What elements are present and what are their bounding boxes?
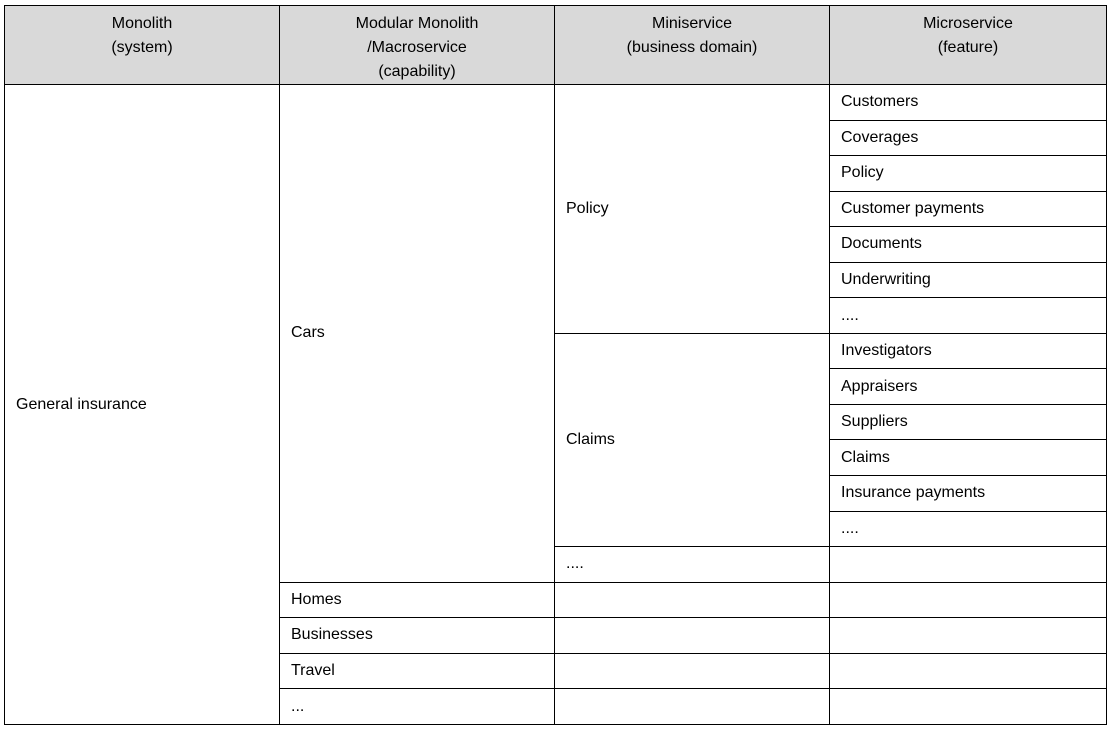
header-macroservice-line3: (capability) xyxy=(378,63,456,80)
feature-cell: .... xyxy=(830,298,1107,334)
capability-cell: Homes xyxy=(280,582,555,618)
feature-cell: Appraisers xyxy=(830,369,1107,405)
domain-cell xyxy=(555,618,830,654)
service-granularity-table xyxy=(4,5,1107,725)
feature-cell xyxy=(830,653,1107,689)
feature-cell: Suppliers xyxy=(830,404,1107,440)
domain-cell: Policy xyxy=(555,85,830,334)
header-microservice-line1: Microservice xyxy=(923,15,1013,32)
feature-cell xyxy=(830,582,1107,618)
header-monolith-line1: Monolith xyxy=(111,15,173,32)
feature-cell xyxy=(830,618,1107,654)
feature-cell: Policy xyxy=(830,156,1107,192)
feature-cell: Investigators xyxy=(830,333,1107,369)
domain-cell: .... xyxy=(555,547,830,583)
header-miniservice-line2: (business domain) xyxy=(626,39,758,56)
feature-cell: .... xyxy=(830,511,1107,547)
table-row xyxy=(5,85,1107,121)
domain-cell xyxy=(555,689,830,725)
feature-cell xyxy=(830,547,1107,583)
header-monolith-line2: (system) xyxy=(111,39,173,56)
header-row xyxy=(5,6,1107,85)
capability-cell: Cars xyxy=(280,85,555,583)
header-macroservice-line2: /Macroservice xyxy=(367,39,467,56)
header-miniservice xyxy=(555,6,830,85)
capability-cell: ... xyxy=(280,689,555,725)
header-macroservice xyxy=(280,6,555,85)
monolith-cell: General insurance xyxy=(5,85,280,725)
feature-cell: Customer payments xyxy=(830,191,1107,227)
feature-cell: Underwriting xyxy=(830,262,1107,298)
feature-cell xyxy=(830,689,1107,725)
feature-cell: Customers xyxy=(830,85,1107,121)
feature-cell: Claims xyxy=(830,440,1107,476)
header-monolith xyxy=(5,6,280,85)
header-microservice-line2: (feature) xyxy=(937,39,999,56)
capability-cell: Businesses xyxy=(280,618,555,654)
header-microservice xyxy=(830,6,1107,85)
domain-cell: Claims xyxy=(555,333,830,546)
feature-cell: Coverages xyxy=(830,120,1107,156)
feature-cell: Documents xyxy=(830,227,1107,263)
header-miniservice-line1: Miniservice xyxy=(651,15,732,32)
capability-cell: Travel xyxy=(280,653,555,689)
domain-cell xyxy=(555,582,830,618)
domain-cell xyxy=(555,653,830,689)
feature-cell: Insurance payments xyxy=(830,476,1107,512)
header-macroservice-line1: Modular Monolith xyxy=(355,15,479,32)
